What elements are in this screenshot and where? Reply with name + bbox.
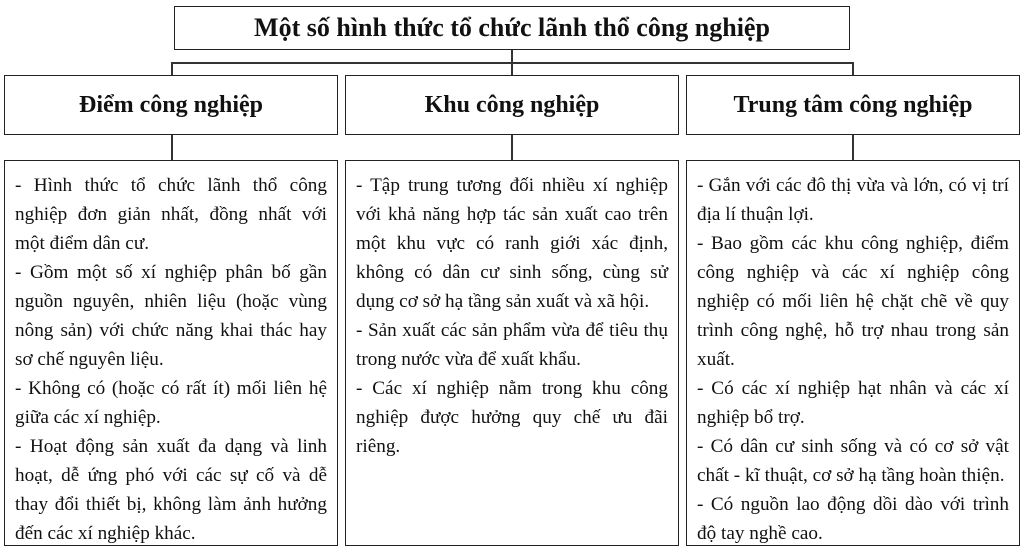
list-item: - Các xí nghiệp nằm trong khu công nghiệp được hưởng quy chế ưu đãi riêng. [356, 378, 668, 457]
connector-right-head [852, 62, 854, 75]
diagram-title: Một số hình thức tổ chức lãnh thổ công nghiệp [174, 6, 850, 50]
list-item: - Tập trung tương đối nhiều xí nghiệp với khả năng hợp tác sản xuất cao trên một khu vực có ranh giới xác định, không có dân cư sinh sống, cùng sử dụng cơ sở hạ tầng sản xuất và xã hội. [356, 175, 668, 312]
content-khu-cong-nghiep [345, 160, 679, 546]
list-item: - Có dân cư sinh sống và có cơ sở vật chất - kĩ thuật, cơ sở hạ tầng hoàn thiện. [697, 436, 1009, 486]
connector-middle-content [511, 135, 513, 160]
list-item: - Có nguồn lao động dồi dào với trình độ tay nghề cao. [697, 494, 1009, 544]
content-diem-cong-nghiep [4, 160, 338, 546]
list-item: - Có các xí nghiệp hạt nhân và các xí nghiệp bổ trợ. [697, 378, 1009, 428]
heading-diem-cong-nghiep: Điểm công nghiệp [4, 75, 338, 135]
list-item: - Hình thức tổ chức lãnh thổ công nghiệp đơn giản nhất, đồng nhất với một điểm dân cư. [15, 175, 327, 254]
list-item: - Gồm một số xí nghiệp phân bố gần nguồn nguyên, nhiên liệu (hoặc vùng nông sản) với chức năng khai thác hay sơ chế nguyên liệu. [15, 262, 327, 370]
list-item: - Bao gồm các khu công nghiệp, điểm công nghiệp và các xí nghiệp công nghiệp có mối liên hệ chặt chẽ về quy trình công nghệ, hỗ trợ nhau trong sản xuất. [697, 233, 1009, 370]
list-item: - Không có (hoặc có rất ít) mối liên hệ giữa các xí nghiệp. [15, 378, 327, 428]
list-item: - Sản xuất các sản phẩm vừa để tiêu thụ trong nước vừa để xuất khẩu. [356, 320, 668, 370]
connector-left-content [171, 135, 173, 160]
list-item: - Hoạt động sản xuất đa dạng và linh hoạt, dễ ứng phó với các sự cố và dễ thay đổi thiết bị, không làm ảnh hưởng đến các xí nghiệp khác. [15, 436, 327, 544]
connector-right-content [852, 135, 854, 160]
heading-trung-tam-cong-nghiep: Trung tâm công nghiệp [686, 75, 1020, 135]
connector-horizontal [171, 62, 853, 64]
heading-khu-cong-nghiep: Khu công nghiệp [345, 75, 679, 135]
connector-left-head [171, 62, 173, 75]
content-trung-tam-cong-nghiep [686, 160, 1020, 546]
list-item: - Gắn với các đô thị vừa và lớn, có vị trí địa lí thuận lợi. [697, 175, 1009, 225]
